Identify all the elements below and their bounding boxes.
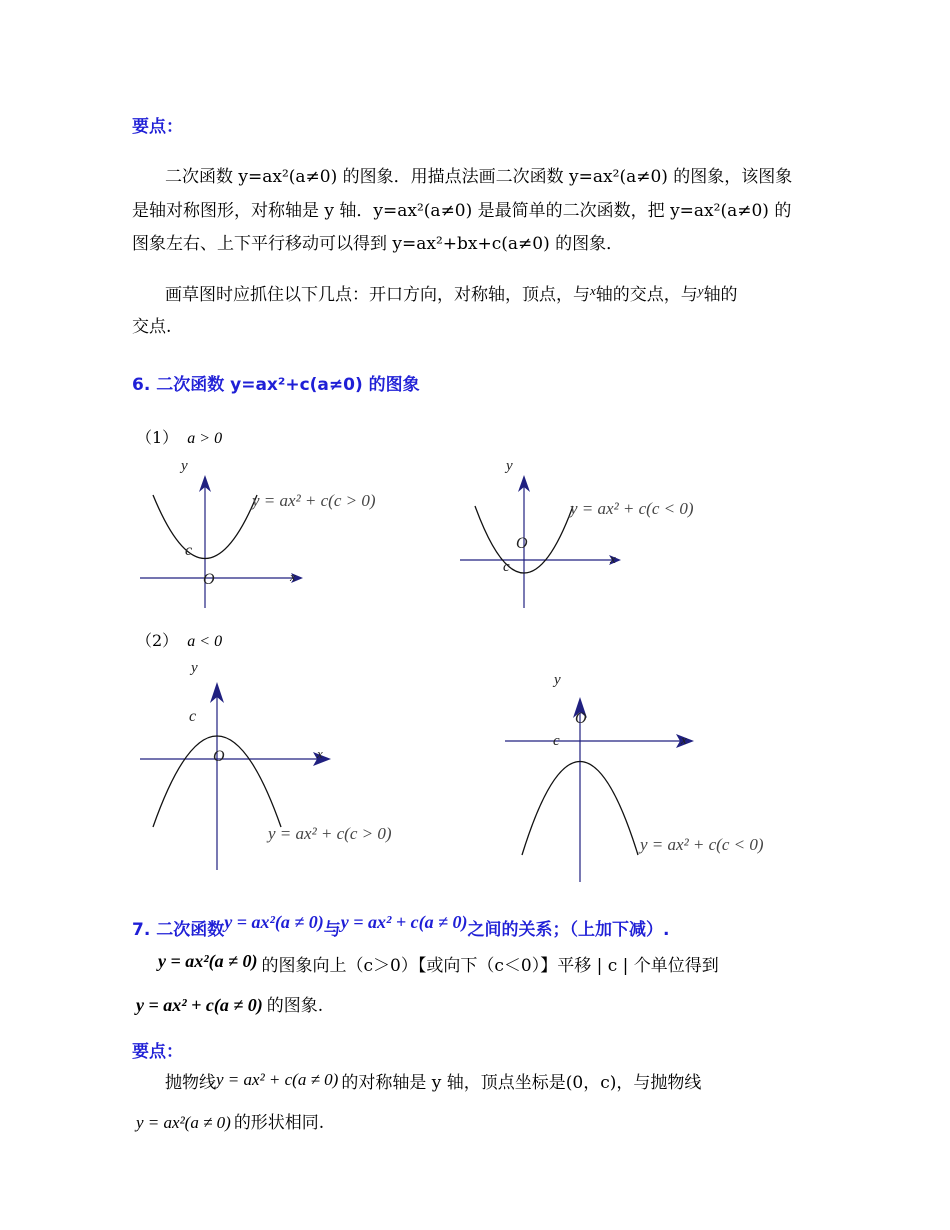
text-segment: 的图象向上（c＞0）【或向下（c＜0）】平移 | c | 个单位得到 bbox=[261, 956, 719, 976]
relation-line bbox=[165, 1070, 701, 1096]
case-number: （1） bbox=[136, 428, 179, 447]
y-axis-label: y bbox=[191, 660, 198, 676]
formula: y = ax²(a ≠ 0) bbox=[158, 951, 258, 971]
math-variable: y bbox=[697, 283, 704, 298]
paragraph-line bbox=[165, 280, 738, 311]
formula-label: y = ax² + c(c > 0) bbox=[268, 824, 392, 843]
x-axis-label: x bbox=[317, 746, 323, 761]
formula-label: y = ax² + c(c < 0) bbox=[570, 499, 694, 518]
heading-text: 与 bbox=[323, 920, 341, 940]
paragraph-line: 图象左右、上下平行移动可以得到 y=ax²+bx+c(a≠0) 的图象． bbox=[132, 234, 624, 254]
origin-label: O bbox=[213, 748, 225, 765]
text-segment: 的对称轴是 y 轴，顶点坐标是(0，c)，与抛物线 bbox=[341, 1073, 702, 1093]
y-axis-label: y bbox=[506, 458, 513, 474]
text-segment: 的图象. bbox=[266, 996, 324, 1016]
formula-label: y = ax² + c(c > 0) bbox=[252, 491, 376, 510]
origin-label: O bbox=[203, 571, 215, 588]
formula: y = ax² + c(a ≠ 0) bbox=[216, 1070, 339, 1089]
x-axis-label: x bbox=[610, 551, 616, 566]
text-segment: 画草图时应抓住以下几点：开口方向，对称轴，顶点，与 bbox=[165, 285, 590, 305]
y-axis-label: y bbox=[181, 458, 188, 474]
relation-line bbox=[158, 952, 719, 979]
x-axis-label: x bbox=[290, 569, 296, 584]
math-variable: x bbox=[590, 283, 596, 298]
heading-formula: y = ax² + c(a ≠ 0) bbox=[340, 912, 468, 932]
c-label: c bbox=[503, 559, 510, 575]
origin-label: O bbox=[516, 535, 528, 552]
relation-line bbox=[136, 1110, 324, 1136]
c-label: c bbox=[553, 733, 560, 749]
case-label bbox=[136, 425, 222, 448]
parabola-graph-down-c-negative bbox=[500, 670, 790, 885]
case-label bbox=[136, 628, 222, 651]
formula: y = ax²(a ≠ 0) bbox=[136, 1113, 231, 1132]
parabola-graph-down-c-positive bbox=[135, 655, 415, 875]
paragraph-line: 二次函数 y=ax²(a≠0) 的图象．用描点法画二次函数 y=ax²(a≠0) 的图象，该图象 bbox=[165, 167, 793, 187]
case-condition: a < 0 bbox=[187, 633, 223, 650]
heading-text: 之间的关系；（上加下减）. bbox=[467, 920, 670, 940]
x-axis-label: x bbox=[681, 732, 687, 747]
c-label: c bbox=[189, 708, 197, 725]
section-heading: 6. 二次函数 y=ax²+c(a≠0) 的图象 bbox=[132, 375, 420, 395]
formula-label: y = ax² + c(c < 0) bbox=[640, 835, 764, 854]
text-segment: 抛物线 bbox=[165, 1073, 216, 1093]
origin-label: O bbox=[575, 710, 587, 727]
text-segment: 轴的交点，与 bbox=[595, 285, 698, 305]
relation-line bbox=[136, 992, 323, 1019]
c-label: c bbox=[185, 542, 193, 559]
parabola-graph-up-c-positive bbox=[135, 450, 395, 615]
case-number: （2） bbox=[136, 631, 179, 650]
paragraph-line: 是轴对称图形，对称轴是 y 轴．y=ax²(a≠0) 是最简单的二次函数，把 y=ax²(a≠0) 的 bbox=[132, 201, 792, 221]
parabola-graph-up-c-negative bbox=[455, 450, 725, 615]
formula: y = ax² + c(a ≠ 0) bbox=[136, 995, 263, 1015]
paragraph-line: 交点. bbox=[132, 317, 172, 337]
case-condition: a > 0 bbox=[187, 430, 223, 447]
text-segment: 的形状相同. bbox=[233, 1113, 325, 1133]
section-heading bbox=[132, 912, 670, 940]
key-points-label: 要点： bbox=[132, 1042, 183, 1062]
y-axis-label: y bbox=[554, 672, 561, 688]
text-segment: 轴的 bbox=[703, 285, 738, 305]
heading-text: 7. 二次函数 bbox=[132, 920, 225, 940]
key-points-label: 要点： bbox=[132, 117, 183, 137]
heading-formula: y = ax²(a ≠ 0) bbox=[224, 912, 324, 932]
